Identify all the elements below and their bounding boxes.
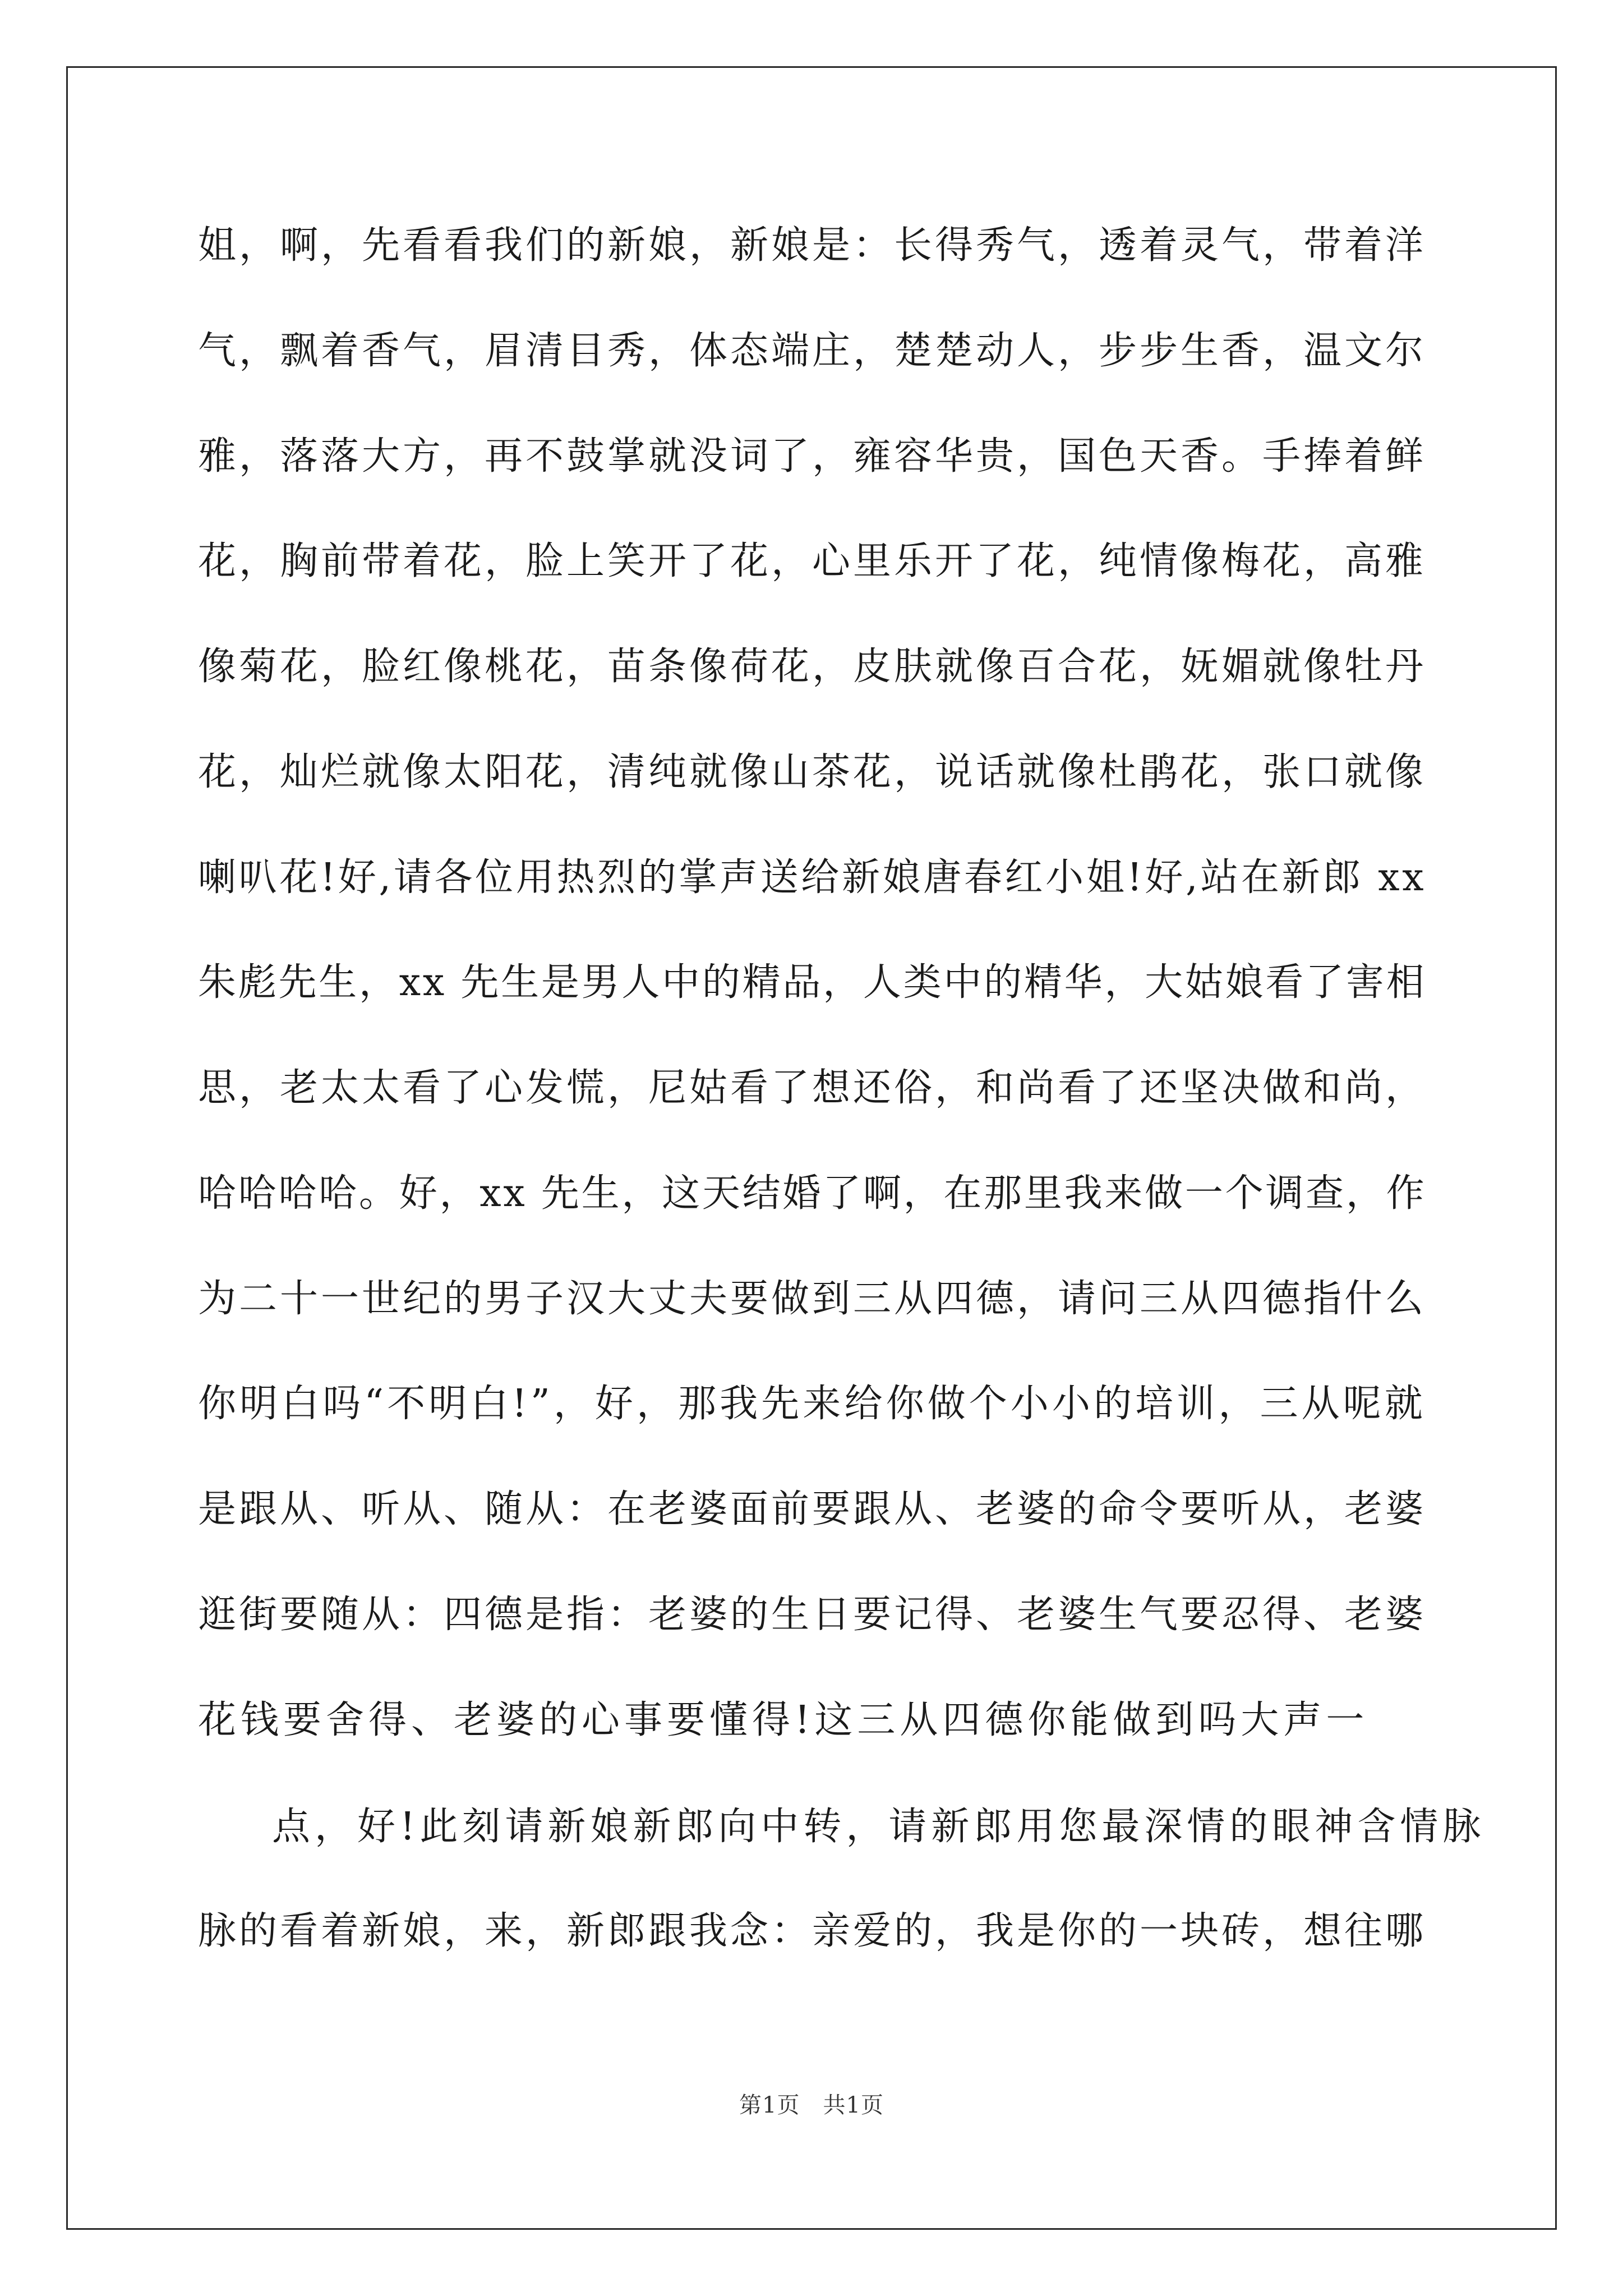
page-border	[66, 66, 1557, 2230]
text-line: 花，胸前带着花，脸上笑开了花，心里乐开了花，纯情像梅花，高雅	[198, 539, 1427, 583]
text-line: 朱彪先生，xx 先生是男人中的精品，人类中的精华，大姑娘看了害相	[198, 960, 1427, 1005]
text-line: 你明白吗“不明白!”，好，那我先来给你做个小小的培训，三从呢就	[198, 1382, 1426, 1426]
text-line: 逛街要随从：四德是指：老婆的生日要记得、老婆生气要忍得、老婆	[198, 1593, 1427, 1637]
text-line: 喇叭花!好,请各位用热烈的掌声送给新娘唐春红小姐!好,站在新郎 xx	[198, 855, 1427, 900]
text-line: 花钱要舍得、老婆的心事要懂得!这三从四德你能做到吗大声一	[198, 1698, 1369, 1742]
text-line: 脉的看着新娘，来，新郎跟我念：亲爱的，我是你的一块砖，想往哪	[198, 1909, 1427, 1953]
text-line: 点，好!此刻请新娘新郎向中转，请新郎用您最深情的眼神含情脉	[272, 1805, 1486, 1849]
page-number: 第1页 共1页	[739, 2092, 884, 2118]
text-line: 为二十一世纪的男子汉大丈夫要做到三从四德，请问三从四德指什么	[198, 1277, 1427, 1321]
text-line: 像菊花，脸红像桃花，苗条像荷花，皮肤就像百合花，妩媚就像牡丹	[198, 645, 1427, 689]
text-line: 思，老太太看了心发慌，尼姑看了想还俗，和尚看了还坚决做和尚，	[198, 1066, 1427, 1110]
text-line: 姐，啊，先看看我们的新娘，新娘是：长得秀气，透着灵气，带着洋	[198, 223, 1427, 268]
text-line: 哈哈哈哈。好，xx 先生，这天结婚了啊，在那里我来做一个调查，作	[198, 1171, 1427, 1216]
text-line: 是跟从、听从、随从：在老婆面前要跟从、老婆的命令要听从，老婆	[198, 1487, 1427, 1531]
text-line: 雅，落落大方，再不鼓掌就没词了，雍容华贵，国色天香。手捧着鲜	[198, 434, 1427, 478]
text-line: 花，灿烂就像太阳花，清纯就像山茶花，说话就像杜鹃花，张口就像	[198, 750, 1427, 794]
text-line: 气，飘着香气，眉清目秀，体态端庄，楚楚动人，步步生香，温文尔	[198, 329, 1427, 373]
